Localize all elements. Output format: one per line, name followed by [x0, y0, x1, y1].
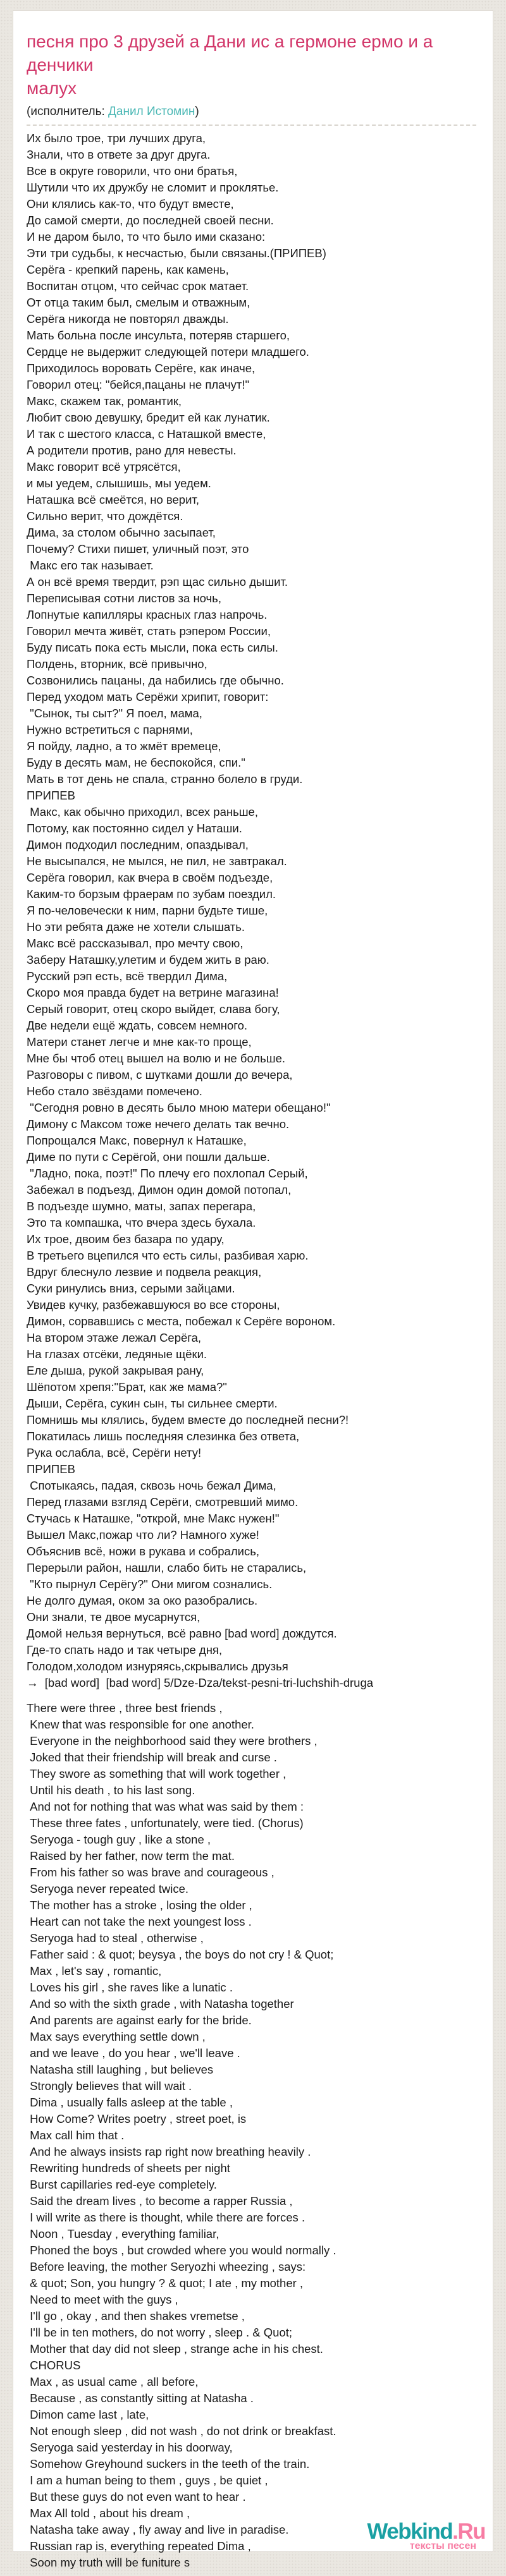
lyric-line: Макс его так называет.: [27, 559, 154, 572]
lyric-line: И не даром было, то что было ими сказано:: [27, 230, 266, 243]
lyric-line: Natasha take away , fly away and live in paradise.: [27, 2523, 289, 2536]
lyric-line: На глазах отсёки, ледяные щёки.: [27, 1347, 207, 1361]
artist-label-suffix: ): [195, 105, 199, 118]
lyric-line: Их трое, двоим без базара по удару,: [27, 1232, 225, 1246]
lyric-line: Все в округе говорили, что они братья,: [27, 164, 238, 178]
logo-webkind-text: Webkind: [367, 2519, 453, 2544]
lyric-line: and we leave , do you hear , we'll leave .: [27, 2046, 240, 2060]
lyric-line: Father said : & quot; beysya , the boys do not cry ! & Quot;: [27, 1948, 334, 1961]
lyric-line: But these guys do not even want to hear .: [27, 2490, 246, 2503]
lyric-line: They swore as something that will work together ,: [27, 1767, 287, 1780]
lyric-line: Помнишь мы клялись, будем вместе до последней песни?!: [27, 1413, 349, 1426]
lyric-line: Суки ринулись вниз, серыми зайцами.: [27, 1282, 235, 1295]
lyric-line: Before leaving, the mother Seryozhi wheezing , says:: [27, 2260, 306, 2273]
lyric-line: Перед уходом мать Серёжи хрипит, говорит:: [27, 690, 269, 703]
lyric-line: И так с шестого класса, с Наташкой вместе,: [27, 427, 266, 440]
lyric-line: Забежал в подъезд, Димон один домой потопал,: [27, 1183, 292, 1196]
lyric-line: Потому, как постоянно сидел у Наташи.: [27, 822, 242, 835]
lyric-line: Вышел Макс,пожар что ли? Намного хуже!: [27, 1528, 259, 1541]
lyric-line: Max call him that .: [27, 2129, 125, 2142]
lyric-line: Сердце не выдержит следующей потери младшего.: [27, 345, 309, 358]
lyric-line: Сильно верит, что дождётся.: [27, 509, 183, 523]
lyric-line: Разговоры с пивом, с шутками дошли до вечера,: [27, 1068, 293, 1081]
lyric-line: CHORUS: [27, 2359, 81, 2372]
lyric-line: Вдруг блеснуло лезвие и подвела реакция,: [27, 1265, 262, 1279]
lyric-line: The mother has a stroke , losing the older ,: [27, 1899, 252, 1912]
lyric-line: From his father so was brave and courageous ,: [27, 1866, 275, 1879]
lyric-line: Я по-человечески к ним, парни будьте тише,: [27, 904, 268, 917]
lyric-line: "Кто пырнул Серёгу?" Они мигом сознались.: [27, 1577, 273, 1591]
lyric-line: Heart can not take the next youngest loss .: [27, 1915, 252, 1928]
lyric-line: Because , as constantly sitting at Natasha .: [27, 2391, 254, 2405]
lyric-line: Говорил отец: "бейся,пацаны не плачут!": [27, 378, 250, 391]
artist-line: [27, 105, 476, 119]
lyric-line: Phoned the boys , but crowded where you would normally .: [27, 2244, 336, 2257]
lyric-line: Дыши, Серёга, сукин сын, ты сильнее смерти.: [27, 1397, 278, 1410]
artist-link[interactable]: Данил Истомин: [108, 105, 195, 118]
lyric-line: Not enough sleep , did not wash , do not drink or breakfast.: [27, 2424, 336, 2438]
lyric-line: Но эти ребята даже не хотели слышать.: [27, 920, 245, 933]
lyric-line: Не долго думая, оком за око разобрались.: [27, 1594, 258, 1607]
lyric-line: Loves his girl , she raves like a lunatic .: [27, 1981, 233, 1994]
lyric-line: Матери станет легче и мне как-то проще,: [27, 1035, 252, 1048]
lyric-line: Димон подходил последним, опаздывал,: [27, 838, 249, 851]
lyric-line: Rewriting hundreds of sheets per night: [27, 2161, 230, 2175]
lyric-line: Seryoga - tough guy , like a stone ,: [27, 1833, 211, 1846]
lyric-line: Полдень, вторник, всё привычно,: [27, 657, 207, 671]
lyric-line: А он всё время твердит, рэп щас сильно дышит.: [27, 575, 288, 588]
lyric-line: Они клялись как-то, что будут вместе,: [27, 197, 234, 210]
lyric-line: Димон, сорвавшись с места, побежал к Серёге вороном.: [27, 1315, 336, 1328]
lyric-line: Dima , usually falls asleep at the table ,: [27, 2096, 233, 2109]
lyric-line: В третьего вцепился что есть силы, разбивая харю.: [27, 1249, 309, 1262]
artist-label-prefix: (исполнитель:: [27, 105, 109, 118]
lyric-line: Приходилось воровать Серёге, как иначе,: [27, 361, 256, 375]
lyric-line: Russian rap is, everything repeated Dima ,: [27, 2539, 251, 2553]
logo-ru-text: .Ru: [452, 2519, 485, 2544]
lyric-line: Эти три судьбы, к несчастью, были связаны.(ПРИПЕВ): [27, 246, 326, 260]
lyric-line: Любит свою девушку, бредит ей как лунатик.: [27, 411, 270, 424]
lyric-line: Said the dream lives , to become a rapper Russia ,: [27, 2194, 293, 2208]
lyric-line: "Сегодня ровно в десять было мною матери обещано!": [27, 1101, 331, 1114]
lyric-line: And he always insists rap right now breathing heavily .: [27, 2145, 311, 2158]
lyric-line: Шутили что их дружбу не сломит и проклятье.: [27, 181, 279, 194]
lyric-line: Natasha still laughing , but believes: [27, 2063, 214, 2076]
logo-tagline: тексты песен: [409, 2541, 476, 2551]
lyric-line: Каким-то борзым фраерам по зубам поездил.: [27, 887, 276, 901]
lyric-line: Серый говорит, отец скоро выйдет, слава богу,: [27, 1002, 280, 1016]
lyric-line: Макс говорит всё утрясётся,: [27, 460, 181, 473]
page-title-line1: песня про 3 друзей а Дани ис а гермоне ермо и а денчики: [27, 32, 433, 75]
page-title-line2: малух: [27, 78, 77, 98]
lyric-line: I'll be in ten mothers, do not worry , sleep . & Quot;: [27, 2326, 292, 2339]
lyric-line: Стучась к Наташке, "открой, мне Макс нужен!": [27, 1512, 280, 1525]
lyric-line: В подъезде шумно, маты, запах перегара,: [27, 1200, 256, 1213]
lyric-line: Мать больна после инсульта, потеряв старшего,: [27, 329, 290, 342]
lyric-line: Нужно встретиться с парнями,: [27, 723, 193, 736]
lyric-line: Need to meet with the guys ,: [27, 2293, 178, 2306]
lyric-line: "Сынок, ты сыт?" Я поел, мама,: [27, 707, 202, 720]
lyric-line: Somehow Greyhound suckers in the teeth of the train.: [27, 2457, 310, 2470]
lyric-line: Noon , Tuesday , everything familiar,: [27, 2227, 219, 2240]
lyric-line: Заберу Наташку,улетим и будем жить в раю.: [27, 953, 269, 966]
logo-wordmark: [367, 2519, 485, 2544]
lyric-line: Seryoga said yesterday in his doorway,: [27, 2441, 233, 2454]
lyric-line: How Come? Writes poetry , street poet, is: [27, 2112, 247, 2125]
lyric-line: Серёга никогда не повторял дважды.: [27, 312, 229, 325]
lyric-line: До самой смерти, до последней своей песни.: [27, 214, 274, 227]
lyric-line: Шёпотом хрепя:"Брат, как же мама?": [27, 1380, 227, 1394]
lyric-line: Наташка всё смеётся, но верит,: [27, 493, 199, 506]
lyric-line: & quot; Son, you hungry ? & quot; I ate , my mother ,: [27, 2276, 304, 2290]
lyric-line: And so with the sixth grade , with Natasha together: [27, 1997, 294, 2010]
lyric-line: Диме по пути с Серёгой, они пошли дальше.: [27, 1150, 270, 1163]
lyric-line: Burst capillaries red-eye completely.: [27, 2178, 217, 2191]
lyric-line: Не высыпался, не мылся, не пил, не завтракал.: [27, 854, 287, 868]
lyrics-russian: [27, 130, 476, 1691]
lyric-line: → [bad word] [bad word] 5/Dze-Dza/tekst-pesni-tri-luchshih-druga: [27, 1676, 374, 1689]
lyric-line: Strongly believes that will wait .: [27, 2079, 192, 2093]
lyric-line: Покатилась лишь последняя слезинка без ответа,: [27, 1430, 300, 1443]
separator-dashed: [27, 125, 476, 126]
lyric-line: Скоро моя правда будет на ветрине магазина!: [27, 986, 279, 999]
lyric-line: Перед глазами взгляд Серёги, смотревший мимо.: [27, 1495, 299, 1509]
lyric-line: Everyone in the neighborhood said they were brothers ,: [27, 1734, 318, 1747]
lyric-line: ПРИПЕВ: [27, 789, 75, 802]
lyric-line: Объяснив всё, ножи в рукава и собрались,: [27, 1545, 259, 1558]
lyric-line: Серёга говорил, как вчера в своём подъезде,: [27, 871, 273, 884]
lyric-line: Until his death , to his last song.: [27, 1783, 195, 1797]
lyric-line: Мать в тот день не спала, странно болело в груди.: [27, 772, 303, 786]
lyric-line: I'll go , okay , and then shakes vremetse ,: [27, 2309, 245, 2323]
lyric-line: На втором этаже лежал Серёга,: [27, 1331, 202, 1344]
lyric-line: Попрощался Макс, повернул к Наташке,: [27, 1134, 247, 1147]
lyric-line: Макс, скажем так, романтик,: [27, 394, 182, 408]
lyric-line: Буду в десять мам, не беспокойся, спи.": [27, 756, 245, 769]
lyric-line: и мы уедем, слышишь, мы уедем.: [27, 477, 211, 490]
lyric-line: And not for nothing that was what was said by them :: [27, 1800, 304, 1813]
lyric-line: Max , let's say , romantic,: [27, 1964, 162, 1978]
lyric-line: Max All told , about his dream ,: [27, 2506, 190, 2520]
lyric-line: Димону с Максом тоже нечего делать так вечно.: [27, 1117, 290, 1131]
lyric-line: Seryoga had to steal , otherwise ,: [27, 1931, 204, 1945]
lyric-line: Русский рэп есть, всё твердил Дима,: [27, 969, 228, 983]
lyric-line: А родители против, рано для невесты.: [27, 444, 237, 457]
lyric-line: Они знали, те двое мусарнутся,: [27, 1610, 201, 1624]
lyric-line: Почему? Стихи пишет, уличный поэт, это: [27, 542, 249, 556]
lyric-line: Голодом,холодом изнуряясь,скрывались друзья: [27, 1660, 288, 1673]
lyric-line: Joked that their friendship will break and curse .: [27, 1751, 277, 1764]
lyric-line: Спотыкаясь, падая, сквозь ночь бежал Дима,: [27, 1479, 276, 1492]
lyric-line: Макс, как обычно приходил, всех раньше,: [27, 805, 258, 818]
lyric-line: Еле дыша, рукой закрывая рану,: [27, 1364, 204, 1377]
lyric-line: Макс всё рассказывал, про мечту свою,: [27, 937, 244, 950]
lyric-line: Воспитан отцом, что сейчас срок матает.: [27, 279, 249, 293]
page-background: [0, 10, 506, 2576]
lyric-line: Говорил мечта живёт, стать рэпером России,: [27, 624, 271, 638]
lyric-line: Переписывая сотни листов за ночь,: [27, 592, 221, 605]
lyric-line: Их было трое, три лучших друга,: [27, 131, 206, 145]
lyric-line: "Ладно, пока, поэт!" По плечу его похлопал Серый,: [27, 1167, 308, 1180]
lyric-line: Soon my truth will be funiture s: [27, 2556, 190, 2569]
lyric-line: Две недели ещё ждать, совсем немного.: [27, 1019, 248, 1032]
content-card: [13, 10, 493, 2569]
lyric-line: I am a human being to them , guys , be quiet ,: [27, 2474, 268, 2487]
lyric-line: Буду писать пока есть мысли, пока есть силы.: [27, 641, 278, 654]
lyrics-translation: [27, 1700, 476, 2571]
lyric-line: There were three , three best friends ,: [27, 1701, 223, 1715]
lyric-line: Увидев кучку, разбежавшуюся во все стороны,: [27, 1298, 280, 1311]
lyric-line: Seryoga never repeated twice.: [27, 1882, 189, 1895]
lyric-line: Knew that was responsible for one another.: [27, 1718, 254, 1731]
lyric-line: I will write as there is thought, while there are forces .: [27, 2211, 305, 2224]
lyric-line: ПРИПЕВ: [27, 1462, 75, 1476]
footer-logo[interactable]: [367, 2519, 485, 2551]
lyrics-gap: [27, 1691, 476, 1700]
lyric-line: Max , as usual came , all before,: [27, 2375, 199, 2388]
lyric-line: Raised by her father, now term the mat.: [27, 1849, 235, 1862]
lyric-line: Mother that day did not sleep , strange ache in his chest.: [27, 2342, 323, 2355]
lyric-line: Dimon came last , late,: [27, 2408, 149, 2421]
lyric-line: Мне бы чтоб отец вышел на волю и не больше.: [27, 1052, 286, 1065]
lyric-line: Созвонились пацаны, да набились где обычно.: [27, 674, 284, 687]
lyric-line: Это та компашка, что вчера здесь бухала.: [27, 1216, 256, 1229]
lyric-line: Знали, что в ответе за друг друга.: [27, 148, 211, 161]
lyric-line: Max says everything settle down ,: [27, 2030, 206, 2043]
lyric-line: Домой нельзя вернуться, всё равно [bad word] дождутся.: [27, 1627, 337, 1640]
lyric-line: Рука ослабла, всё, Серёги нету!: [27, 1446, 202, 1459]
lyric-line: Перерыли район, нашли, слабо бить не старались,: [27, 1561, 307, 1574]
lyric-line: Серёга - крепкий парень, как камень,: [27, 263, 229, 276]
lyric-line: Небо стало звёздами помечено.: [27, 1084, 202, 1098]
lyric-line: Дима, за столом обычно засыпает,: [27, 526, 216, 539]
lyric-line: Я пойду, ладно, а то жмёт времеце,: [27, 739, 221, 753]
lyric-line: These three fates , unfortunately, were tied. (Chorus): [27, 1816, 304, 1830]
lyric-line: Где-то спать надо и так четыре дня,: [27, 1643, 223, 1656]
lyric-line: От отца таким был, смелым и отважным,: [27, 296, 250, 309]
lyric-line: Лопнутые капилляры красных глаз напрочь.: [27, 608, 268, 621]
lyric-line: And parents are against early for the bride.: [27, 2014, 252, 2027]
page-title: [27, 30, 476, 100]
